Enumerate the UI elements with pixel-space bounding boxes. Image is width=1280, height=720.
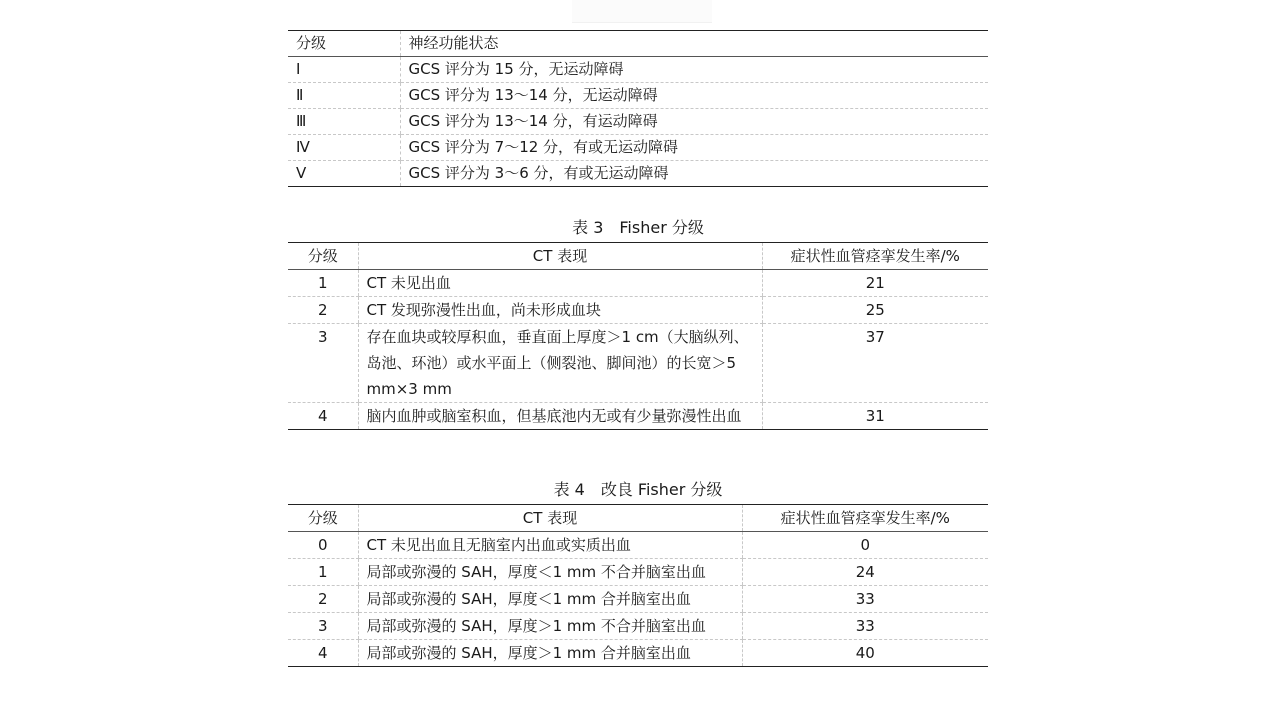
status-cell: GCS 评分为 13～14 分，有运动障碍: [400, 109, 988, 135]
grade-cell: Ⅳ: [288, 135, 400, 161]
status-cell: GCS 评分为 7～12 分，有或无运动障碍: [400, 135, 988, 161]
table-row: [288, 532, 988, 559]
grade-cell: Ⅴ: [288, 161, 400, 187]
ct-cell: 局部或弥漫的 SAH，厚度＞1 mm 不合并脑室出血: [358, 613, 742, 640]
table-header-row: [288, 505, 988, 532]
header-grade: 分级: [288, 505, 358, 532]
grade-cell: 0: [288, 532, 358, 559]
rate-cell: 40: [742, 640, 988, 667]
grade-cell: 4: [288, 640, 358, 667]
grade-cell: Ⅲ: [288, 109, 400, 135]
table-row: [288, 161, 988, 187]
table-row: [288, 297, 988, 324]
table-row: [288, 613, 988, 640]
header-ct-findings: CT 表现: [358, 505, 742, 532]
table-row: [288, 57, 988, 83]
grade-cell: 1: [288, 270, 358, 297]
fisher-grade-table: [288, 242, 988, 430]
top-page-edge: [572, 0, 712, 23]
table-row: [288, 586, 988, 613]
ct-cell: CT 发现弥漫性出血，尚未形成血块: [358, 297, 762, 324]
header-vasospasm-rate: 症状性血管痉挛发生率/%: [762, 243, 988, 270]
table-row: [288, 559, 988, 586]
table-row: [288, 109, 988, 135]
rate-cell: 33: [742, 613, 988, 640]
ct-cell: 局部或弥漫的 SAH，厚度＜1 mm 合并脑室出血: [358, 586, 742, 613]
table-row: [288, 270, 988, 297]
table-header-row: [288, 31, 988, 57]
ct-cell: 局部或弥漫的 SAH，厚度＜1 mm 不合并脑室出血: [358, 559, 742, 586]
table-row: [288, 324, 988, 403]
ct-cell: 脑内血肿或脑室积血，但基底池内无或有少量弥漫性出血: [358, 403, 762, 430]
ct-cell: 局部或弥漫的 SAH，厚度＞1 mm 合并脑室出血: [358, 640, 742, 667]
grade-cell: 3: [288, 324, 358, 403]
rate-cell: 21: [762, 270, 988, 297]
neuro-grade-table: [288, 30, 988, 187]
grade-cell: 2: [288, 586, 358, 613]
status-cell: GCS 评分为 13～14 分，无运动障碍: [400, 83, 988, 109]
rate-cell: 25: [762, 297, 988, 324]
table4-caption: 表 4 改良 Fisher 分级: [553, 480, 723, 499]
status-cell: GCS 评分为 15 分，无运动障碍: [400, 57, 988, 83]
header-vasospasm-rate: 症状性血管痉挛发生率/%: [742, 505, 988, 532]
ct-cell: CT 未见出血且无脑室内出血或实质出血: [358, 532, 742, 559]
rate-cell: 33: [742, 586, 988, 613]
header-grade: 分级: [288, 31, 400, 57]
grade-cell: Ⅰ: [288, 57, 400, 83]
rate-cell: 24: [742, 559, 988, 586]
grade-cell: Ⅱ: [288, 83, 400, 109]
status-cell: GCS 评分为 3～6 分，有或无运动障碍: [400, 161, 988, 187]
modified-fisher-grade-table: [288, 504, 988, 667]
table-row: [288, 135, 988, 161]
header-neuro-status: 神经功能状态: [400, 31, 988, 57]
table-header-row: [288, 243, 988, 270]
table-row: [288, 403, 988, 430]
grade-cell: 1: [288, 559, 358, 586]
grade-cell: 2: [288, 297, 358, 324]
header-ct-findings: CT 表现: [358, 243, 762, 270]
rate-cell: 0: [742, 532, 988, 559]
rate-cell: 37: [762, 324, 988, 403]
header-grade: 分级: [288, 243, 358, 270]
table-row: [288, 640, 988, 667]
grade-cell: 3: [288, 613, 358, 640]
rate-cell: 31: [762, 403, 988, 430]
grade-cell: 4: [288, 403, 358, 430]
table3-caption: 表 3 Fisher 分级: [572, 218, 704, 237]
ct-cell: 存在血块或较厚积血，垂直面上厚度＞1 cm（大脑纵列、岛池、环池）或水平面上（侧裂池、脚间池）的长宽＞5 mm×3 mm: [358, 324, 762, 403]
ct-cell: CT 未见出血: [358, 270, 762, 297]
table-row: [288, 83, 988, 109]
